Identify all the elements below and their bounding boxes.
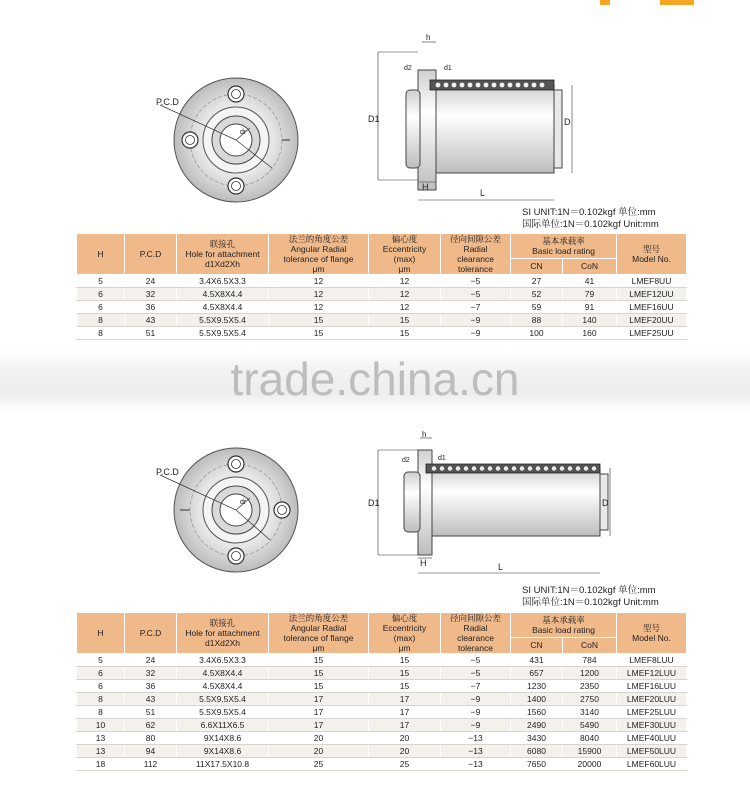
table-body-2 bbox=[77, 654, 687, 771]
table-cell: 6 bbox=[77, 301, 125, 314]
D1-label: D1 bbox=[368, 498, 380, 508]
table-cell: 4.5X8X4.4 bbox=[177, 301, 269, 314]
table-cell: 9X14X8.6 bbox=[177, 745, 269, 758]
table-cell: 59 bbox=[511, 301, 563, 314]
header-cn: CN bbox=[511, 258, 563, 274]
table-cell: 80 bbox=[125, 732, 177, 745]
table-cell: 10 bbox=[77, 719, 125, 732]
table-cell: 8 bbox=[77, 314, 125, 327]
table-cell: 8 bbox=[77, 693, 125, 706]
table-cell: LMEF25UU bbox=[617, 327, 687, 340]
table-body-1 bbox=[77, 275, 687, 340]
table-cell: 5.5X9.5X5.4 bbox=[177, 314, 269, 327]
table-row bbox=[77, 654, 687, 667]
table-cell: LMEF16LUU bbox=[617, 680, 687, 693]
d1-label: d1 bbox=[444, 65, 452, 72]
table-cell: 41 bbox=[563, 275, 617, 288]
table-cell: 2350 bbox=[563, 680, 617, 693]
unit-note-1 bbox=[522, 207, 659, 231]
table-cell: 88 bbox=[511, 314, 563, 327]
table-cell: LMEF25LUU bbox=[617, 706, 687, 719]
table-cell: 17 bbox=[269, 693, 369, 706]
header-con: CoN bbox=[563, 637, 617, 653]
watermark-text: trade.china.cn bbox=[230, 353, 520, 405]
table-cell: 2750 bbox=[563, 693, 617, 706]
header-radial: 径向间隙公差 Radial clearance tolerance bbox=[441, 234, 511, 275]
table-cell: 6.6X11X6.5 bbox=[177, 719, 269, 732]
table-cell: −9 bbox=[441, 706, 511, 719]
table-cell: 784 bbox=[563, 654, 617, 667]
table-cell: 15 bbox=[269, 667, 369, 680]
table-cell: 15 bbox=[269, 314, 369, 327]
table-cell: LMEF20LUU bbox=[617, 693, 687, 706]
table-cell: LMEF8UU bbox=[617, 275, 687, 288]
table-cell: LMEF12UU bbox=[617, 288, 687, 301]
table-row bbox=[77, 275, 687, 288]
table-cell: 1560 bbox=[511, 706, 563, 719]
table-row bbox=[77, 706, 687, 719]
header-pcd: P.C.D bbox=[125, 613, 177, 654]
header-load: 基本承载率 Basic load rating bbox=[511, 613, 617, 638]
header-h: H bbox=[77, 234, 125, 275]
table-cell: −7 bbox=[441, 301, 511, 314]
table-cell: 4.5X8X4.4 bbox=[177, 667, 269, 680]
table-row bbox=[77, 667, 687, 680]
table-cell: 62 bbox=[125, 719, 177, 732]
table-cell: 17 bbox=[369, 693, 441, 706]
table-cell: 18 bbox=[77, 758, 125, 771]
table-cell: 1230 bbox=[511, 680, 563, 693]
table-cell: −5 bbox=[441, 288, 511, 301]
table-row bbox=[77, 719, 687, 732]
H-label: H bbox=[420, 558, 427, 568]
table-row bbox=[77, 327, 687, 340]
table-cell: 13 bbox=[77, 732, 125, 745]
table-cell: 15 bbox=[269, 680, 369, 693]
header-angular: 法兰的角度公差 Angular Radial tolerance of flange μm bbox=[269, 234, 369, 275]
header-pcd: P.C.D bbox=[125, 234, 177, 275]
table-cell: −13 bbox=[441, 758, 511, 771]
table-cell: 8 bbox=[77, 706, 125, 719]
table-row bbox=[77, 693, 687, 706]
table-cell: 12 bbox=[269, 301, 369, 314]
table-cell: LMEF40LUU bbox=[617, 732, 687, 745]
table-cell: 657 bbox=[511, 667, 563, 680]
unit-note-2 bbox=[522, 585, 659, 609]
d1-label: d1 bbox=[438, 455, 446, 462]
accent-mark bbox=[600, 0, 610, 5]
table-cell: 6 bbox=[77, 288, 125, 301]
header-hole: 联接孔 Hole for attachment d1Xd2Xh bbox=[177, 613, 269, 654]
table-cell: 5 bbox=[77, 654, 125, 667]
H-label: H bbox=[422, 182, 429, 192]
header-load: 基本承载率 Basic load rating bbox=[511, 234, 617, 259]
table-cell: −9 bbox=[441, 314, 511, 327]
table-cell: 4.5X8X4.4 bbox=[177, 288, 269, 301]
pcd-label: P.C.D bbox=[156, 97, 179, 107]
header-cn: CN bbox=[511, 637, 563, 653]
D-label: D bbox=[602, 498, 609, 508]
table-cell: −5 bbox=[441, 654, 511, 667]
table-row bbox=[77, 758, 687, 771]
table-row bbox=[77, 732, 687, 745]
unit-line: 国际单位:1N＝0.102kgf Unit:mm bbox=[522, 597, 659, 608]
spec-table-1 bbox=[76, 233, 687, 340]
table-cell: 24 bbox=[125, 275, 177, 288]
table-cell: −5 bbox=[441, 275, 511, 288]
table-cell: 431 bbox=[511, 654, 563, 667]
table-cell: LMEF20UU bbox=[617, 314, 687, 327]
table-cell: 140 bbox=[563, 314, 617, 327]
table-cell: 2490 bbox=[511, 719, 563, 732]
table-cell: 20 bbox=[269, 732, 369, 745]
dr-label: dr bbox=[240, 129, 247, 136]
table-cell: 17 bbox=[269, 706, 369, 719]
D-label: D bbox=[564, 117, 571, 127]
flange-front-view-1 bbox=[150, 60, 310, 230]
table-cell: 5.5X9.5X5.4 bbox=[177, 706, 269, 719]
table-cell: 13 bbox=[77, 745, 125, 758]
table-cell: 1400 bbox=[511, 693, 563, 706]
table-cell: 15 bbox=[369, 327, 441, 340]
table-cell: 27 bbox=[511, 275, 563, 288]
table-cell: 17 bbox=[369, 719, 441, 732]
table-cell: LMEF8LUU bbox=[617, 654, 687, 667]
table-cell: 9X14X8.6 bbox=[177, 732, 269, 745]
table-cell: 100 bbox=[511, 327, 563, 340]
table-cell: LMEF16UU bbox=[617, 301, 687, 314]
table-cell: 43 bbox=[125, 693, 177, 706]
unit-line: SI UNIT:1N＝0.102kgf 单位:mm bbox=[522, 585, 656, 596]
header-angular: 法兰的角度公差 Angular Radial tolerance of flange μm bbox=[269, 613, 369, 654]
table-cell: 5.5X9.5X5.4 bbox=[177, 327, 269, 340]
table-cell: 52 bbox=[511, 288, 563, 301]
table-cell: −9 bbox=[441, 719, 511, 732]
table-cell: 36 bbox=[125, 301, 177, 314]
table-cell: 3.4X6.5X3.3 bbox=[177, 654, 269, 667]
table-cell: 1200 bbox=[563, 667, 617, 680]
table-cell: 5 bbox=[77, 275, 125, 288]
table-cell: 91 bbox=[563, 301, 617, 314]
header-model: 型号 Model No. bbox=[617, 613, 687, 654]
unit-line: SI UNIT:1N＝0.102kgf 单位:mm bbox=[522, 207, 656, 218]
table-cell: −5 bbox=[441, 667, 511, 680]
table-cell: LMEF30LUU bbox=[617, 719, 687, 732]
header-radial: 径向间隙公差 Radial clearance tolerance bbox=[441, 613, 511, 654]
table-cell: 112 bbox=[125, 758, 177, 771]
table-cell: 6 bbox=[77, 667, 125, 680]
flange-front-view-2 bbox=[150, 430, 310, 590]
table-cell: 15 bbox=[369, 314, 441, 327]
table-cell: 12 bbox=[269, 288, 369, 301]
bushing-side-view-1 bbox=[360, 30, 590, 205]
header-model: 型号 Model No. bbox=[617, 234, 687, 275]
table-cell: 32 bbox=[125, 288, 177, 301]
header-hole: 联接孔 Hole for attachment d1Xd2Xh bbox=[177, 234, 269, 275]
table-cell: 17 bbox=[369, 706, 441, 719]
table-cell: 15 bbox=[369, 680, 441, 693]
table-cell: 79 bbox=[563, 288, 617, 301]
table-cell: 8040 bbox=[563, 732, 617, 745]
table-cell: 3140 bbox=[563, 706, 617, 719]
D1-label: D1 bbox=[368, 114, 380, 124]
h-label: h bbox=[426, 33, 431, 42]
dr-label: dr bbox=[240, 499, 247, 506]
table-cell: LMEF60LUU bbox=[617, 758, 687, 771]
table-cell: −9 bbox=[441, 327, 511, 340]
table-cell: 15 bbox=[369, 654, 441, 667]
top-accent-bar bbox=[0, 0, 750, 6]
header-con: CoN bbox=[563, 258, 617, 274]
table-cell: 20000 bbox=[563, 758, 617, 771]
table-cell: 12 bbox=[369, 301, 441, 314]
L-label: L bbox=[480, 188, 486, 198]
table-cell: −13 bbox=[441, 732, 511, 745]
table-cell: 94 bbox=[125, 745, 177, 758]
table-row bbox=[77, 745, 687, 758]
table-row bbox=[77, 288, 687, 301]
table-cell: 51 bbox=[125, 706, 177, 719]
table-cell: 3.4X6.5X3.3 bbox=[177, 275, 269, 288]
table-cell: 36 bbox=[125, 680, 177, 693]
table-cell: LMEF12LUU bbox=[617, 667, 687, 680]
h-label: h bbox=[422, 430, 427, 439]
table-cell: 11X17.5X10.8 bbox=[177, 758, 269, 771]
pcd-label: P.C.D bbox=[156, 467, 179, 477]
table-cell: 12 bbox=[369, 288, 441, 301]
table-cell: 20 bbox=[369, 745, 441, 758]
table-cell: 43 bbox=[125, 314, 177, 327]
table-row bbox=[77, 314, 687, 327]
table-cell: 20 bbox=[269, 745, 369, 758]
table-cell: 7650 bbox=[511, 758, 563, 771]
table-cell: 6080 bbox=[511, 745, 563, 758]
table-row bbox=[77, 301, 687, 314]
unit-line: 国际单位:1N＝0.102kgf Unit:mm bbox=[522, 219, 659, 230]
accent-mark bbox=[660, 0, 694, 5]
header-eccentricity: 偏心度 Eccentricity (max) μm bbox=[369, 234, 441, 275]
table-cell: 3430 bbox=[511, 732, 563, 745]
header-eccentricity: 偏心度 Eccentricity (max) μm bbox=[369, 613, 441, 654]
table-cell: −9 bbox=[441, 693, 511, 706]
table-cell: −7 bbox=[441, 680, 511, 693]
table-cell: 5490 bbox=[563, 719, 617, 732]
L-label: L bbox=[498, 562, 504, 572]
header-h: H bbox=[77, 613, 125, 654]
table-cell: 24 bbox=[125, 654, 177, 667]
table-cell: 12 bbox=[369, 275, 441, 288]
table-cell: 6 bbox=[77, 680, 125, 693]
d2-label: d2 bbox=[402, 457, 410, 464]
spec-table-2 bbox=[76, 612, 687, 771]
table-cell: 15900 bbox=[563, 745, 617, 758]
table-cell: 160 bbox=[563, 327, 617, 340]
table-cell: 12 bbox=[269, 275, 369, 288]
table-cell: −13 bbox=[441, 745, 511, 758]
table-cell: 15 bbox=[269, 327, 369, 340]
table-cell: 25 bbox=[269, 758, 369, 771]
table-row bbox=[77, 680, 687, 693]
table-cell: 15 bbox=[269, 654, 369, 667]
table-cell: 25 bbox=[369, 758, 441, 771]
table-cell: 5.5X9.5X5.4 bbox=[177, 693, 269, 706]
table-cell: 51 bbox=[125, 327, 177, 340]
bushing-side-view-2 bbox=[360, 430, 620, 580]
table-cell: 4.5X8X4.4 bbox=[177, 680, 269, 693]
table-cell: 20 bbox=[369, 732, 441, 745]
table-cell: 15 bbox=[369, 667, 441, 680]
table-cell: 8 bbox=[77, 327, 125, 340]
d2-label: d2 bbox=[404, 65, 412, 72]
table-cell: 32 bbox=[125, 667, 177, 680]
table-cell: LMEF50LUU bbox=[617, 745, 687, 758]
table-cell: 17 bbox=[269, 719, 369, 732]
